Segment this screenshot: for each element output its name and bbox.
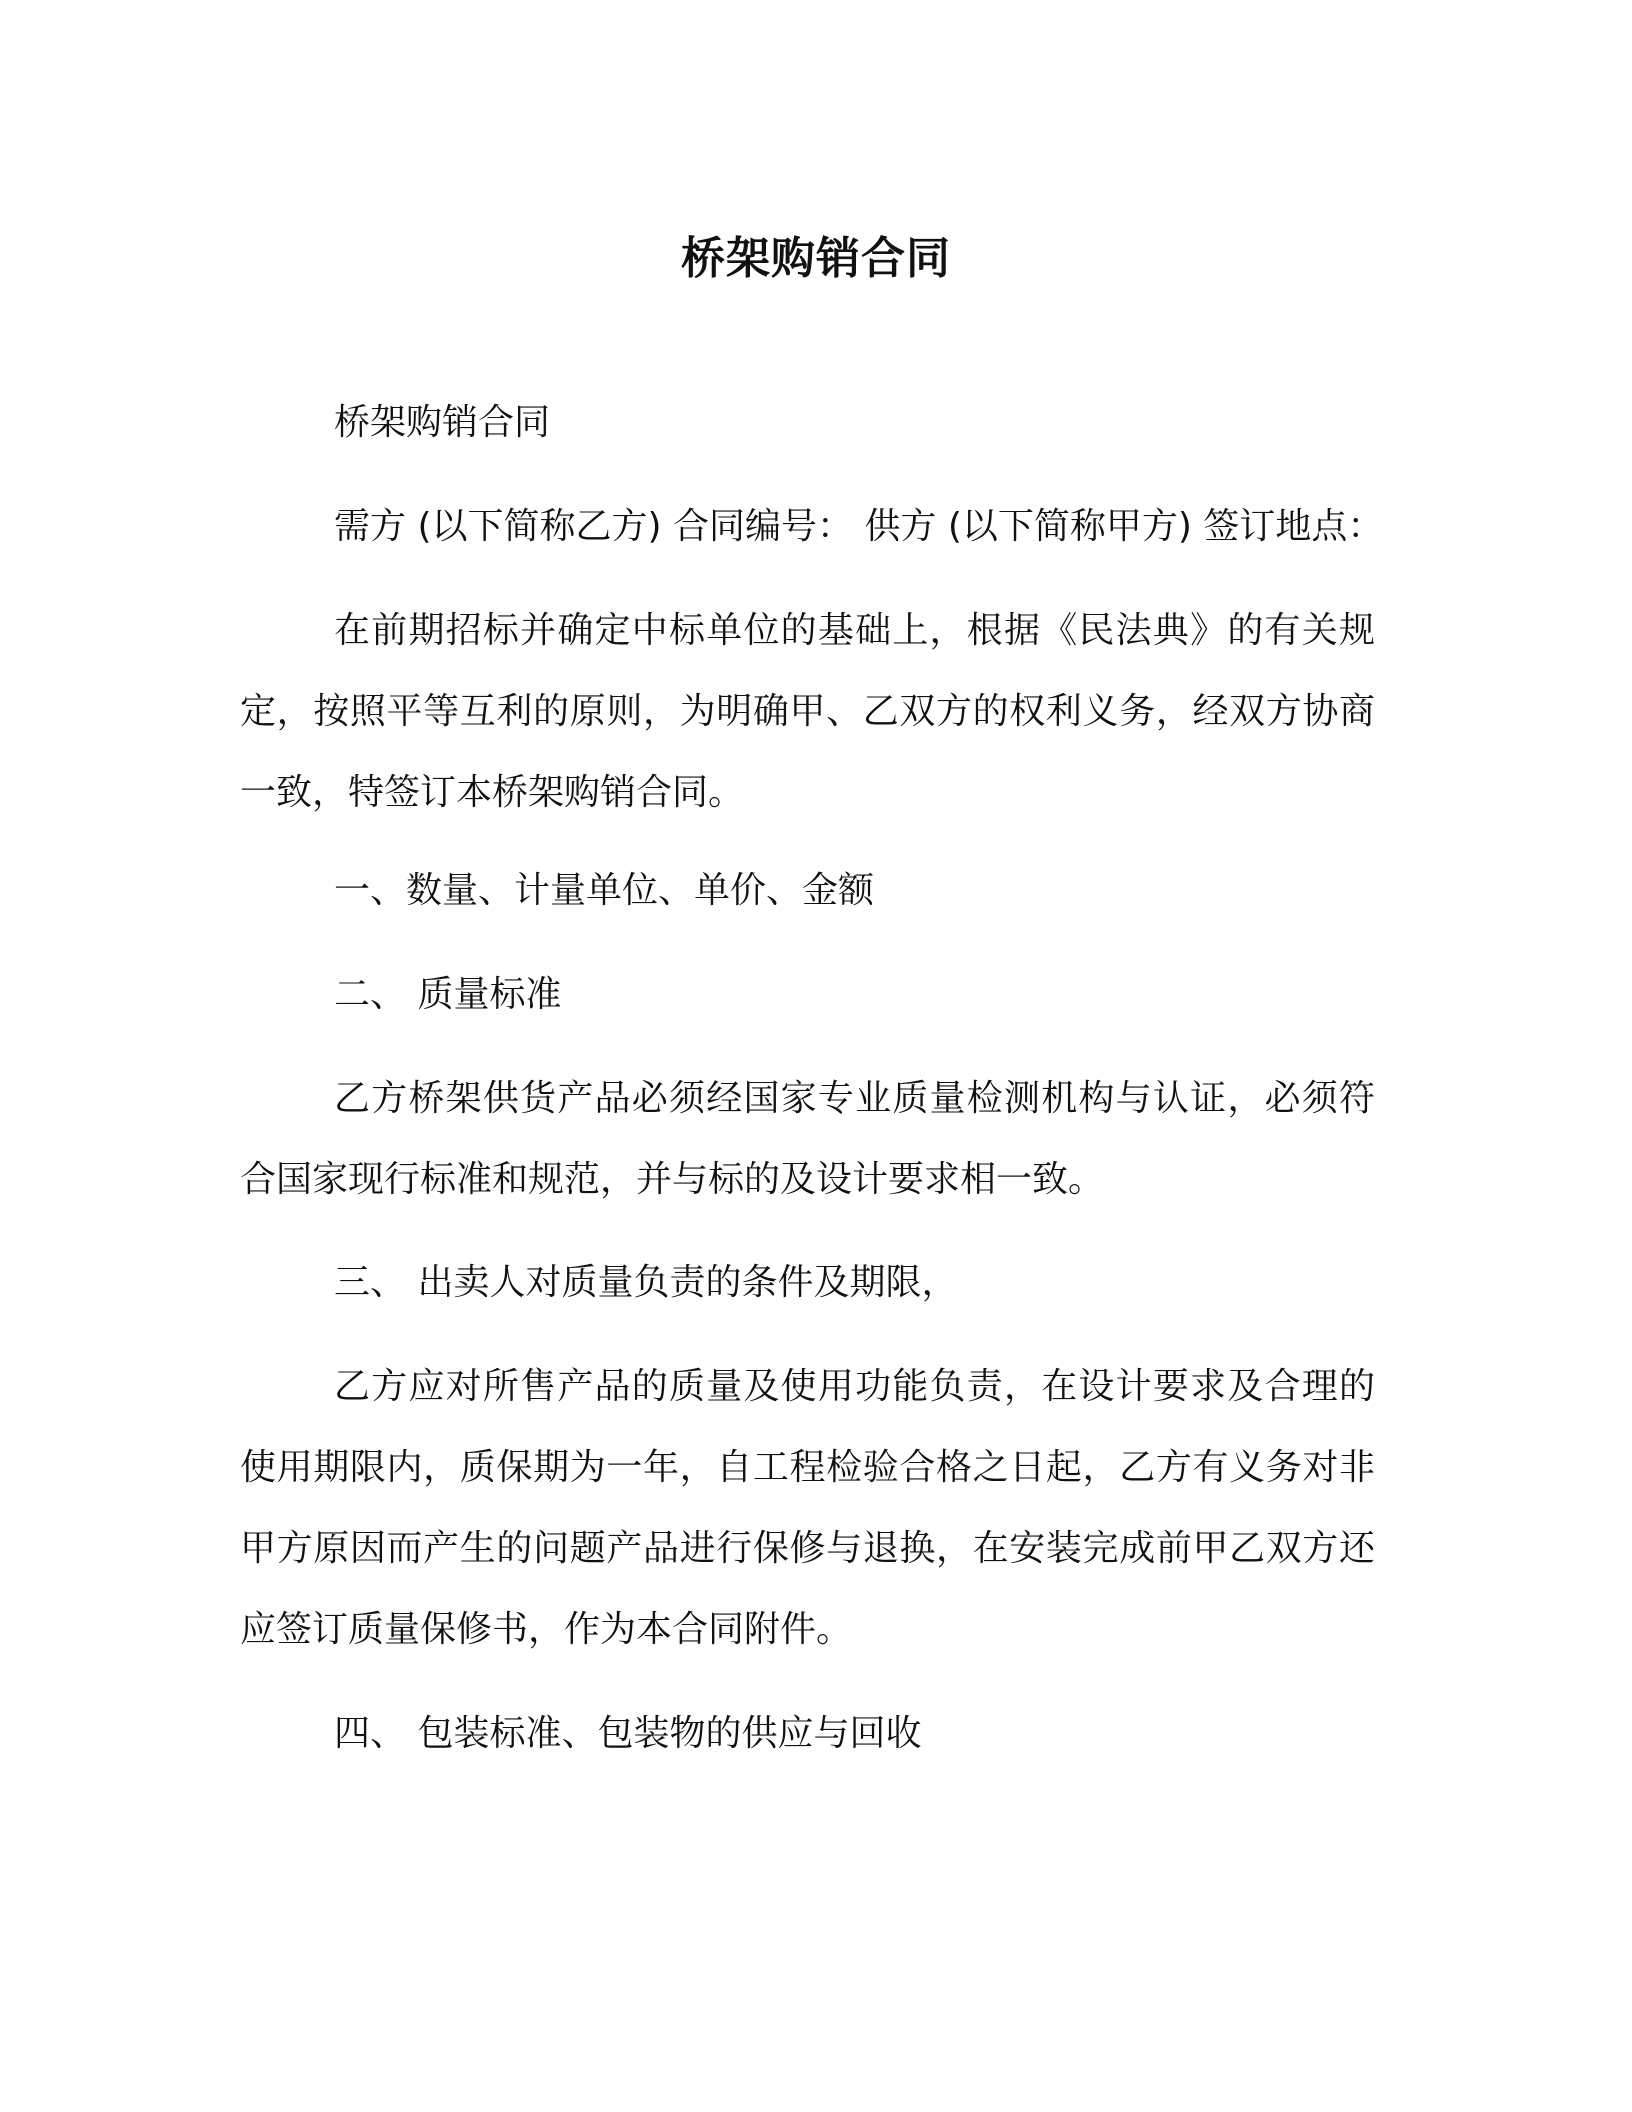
parties-line: 需方 (以下简称乙方) 合同编号： 供方 (以下简称甲方) 签订地点： [334, 506, 1384, 547]
section-2-heading: 二、 质量标准 [334, 974, 562, 1015]
section-3-body: 乙方应对所售产品的质量及使用功能负责，在设计要求及合理的使用期限内，质保期为一年，自工程检验合格之日起，乙方有义务对非甲方原因而产生的问题产品进行保修与退换，在安装完成前甲乙双方还应签订质量保修书，作为本合同附件。 [240, 1366, 1375, 1650]
section-2-body: 乙方桥架供货产品必须经国家专业质量检测机构与认证，必须符合国家现行标准和规范，并与标的及设计要求相一致。 [240, 1078, 1375, 1200]
document-title: 桥架购销合同 [681, 233, 951, 284]
intro-paragraph: 在前期招标并确定中标单位的基础上，根据《民法典》的有关规定，按照平等互利的原则，为明确甲、乙双方的权利义务，经双方协商一致，特签订本桥架购销合同。 [240, 610, 1375, 813]
section-1-heading: 一、数量、计量单位、单价、金额 [334, 870, 875, 911]
contract-subtitle: 桥架购销合同 [334, 402, 551, 443]
section-4-heading: 四、 包装标准、包装物的供应与回收 [334, 1713, 922, 1754]
section-3-heading: 三、 出卖人对质量负责的条件及期限， [334, 1262, 958, 1303]
